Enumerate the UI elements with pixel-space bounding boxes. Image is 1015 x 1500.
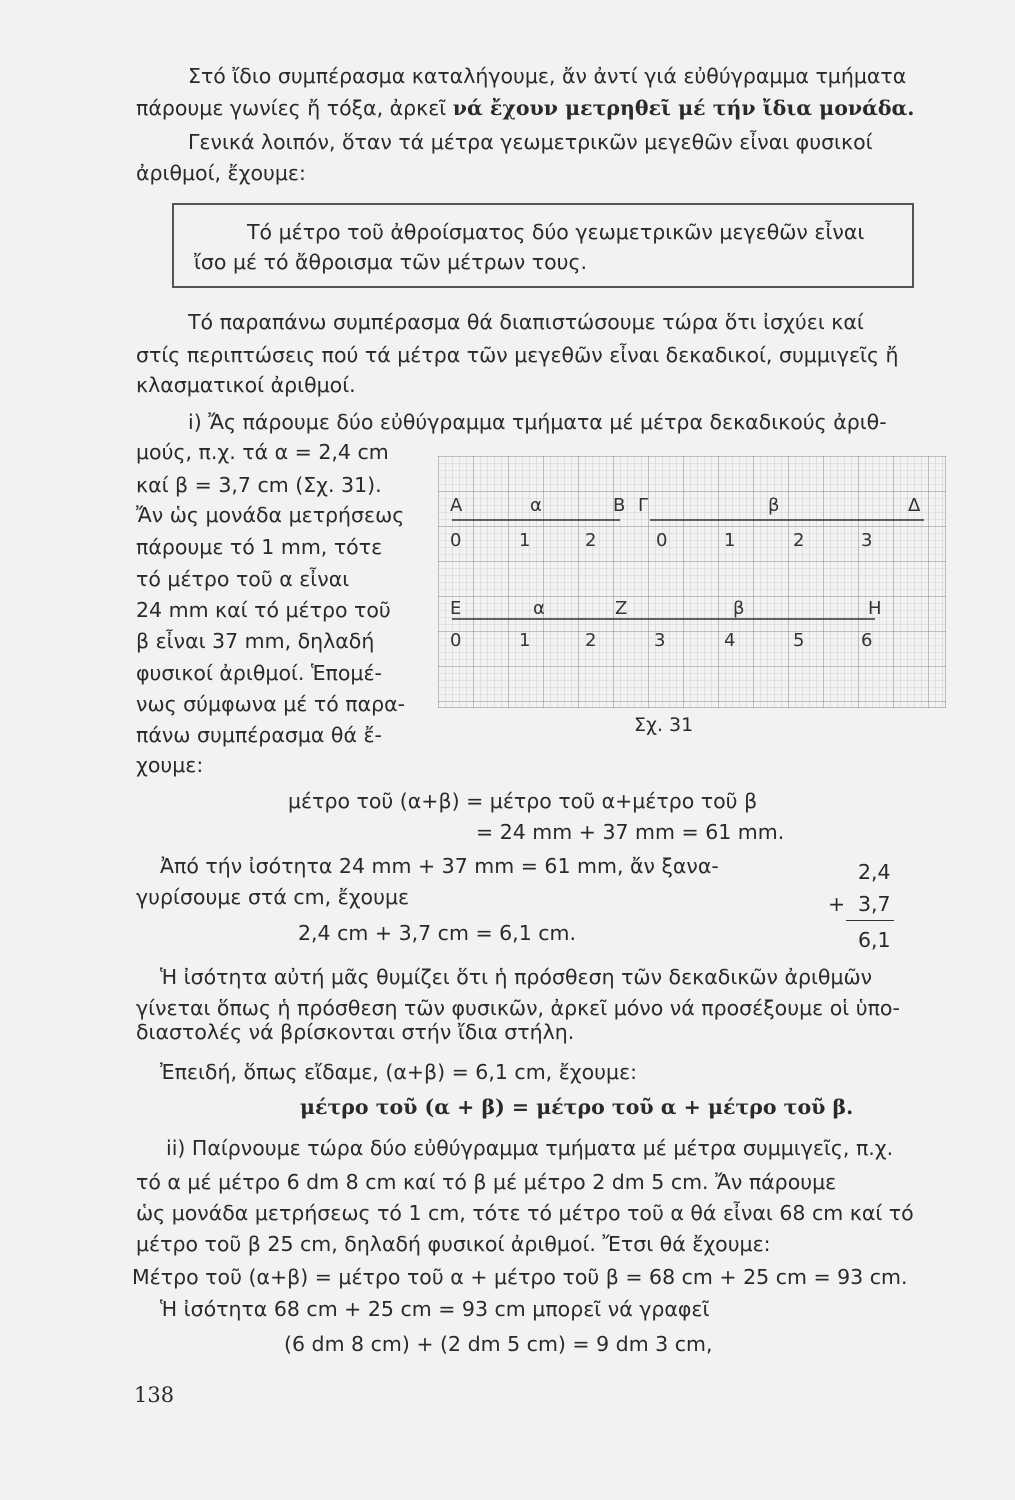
addend: 3,7 [858,892,891,916]
sum-rule [846,920,894,921]
text-line: Ἡ ἰσότητα 68 cm + 25 cm = 93 cm μπορεῖ νά γραφεῖ [160,1297,710,1321]
rule-box [172,203,914,288]
text-line: ὡς μονάδα μετρήσεως τό 1 cm, τότε τό μέτρο τοῦ α θά εἶναι 68 cm καί τό [136,1201,914,1225]
text-line: νως σύμφωνα μέ τό παρα- [136,692,406,716]
text-line: ii) Παίρνουμε τώρα δύο εὐθύγραμμα τμήματα μέ μέτρα συμμιγεῖς, π.χ. [166,1136,894,1160]
point-label: Β [613,495,626,516]
segment-label: β [768,495,780,516]
tick-number: 0 [450,530,462,551]
tick-number: 1 [724,530,736,551]
tick-number: 2 [793,530,805,551]
text-line [136,98,914,119]
segment-label: α [530,495,542,516]
text-line: Ἡ ἰσότητα αὐτή μᾶς θυμίζει ὅτι ἡ πρόσθεση τῶν δεκαδικῶν ἀριθμῶν [160,965,873,989]
point-label: Δ [908,495,921,516]
point-label: Η [868,598,882,619]
text-line: στίς περιπτώσεις πού τά μέτρα τῶν μεγεθῶν εἶναι δεκαδικοί, συμμιγεῖς ἤ [136,343,899,367]
text-line: 24 mm καί τό μέτρο τοῦ [136,598,391,622]
text-line: Γενικά λοιπόν, ὅταν τά μέτρα γεωμετρικῶν μεγεθῶν εἶναι φυσικοί [188,130,873,154]
addend: 2,4 [858,860,891,884]
point-label: Ε [450,598,462,619]
bold-emphasis: νά ἔχουν μετρηθεῖ μέ τήν ἴδια μονάδα. [452,96,915,120]
tick-number: 4 [724,630,736,651]
text-line: Ἐπειδή, ὅπως εἴδαμε, (α+β) = 6,1 cm, ἔχουμε: [160,1060,638,1084]
text-line: γυρίσουμε στά cm, ἔχουμε [136,885,410,909]
tick-number: 2 [585,530,597,551]
equation: (6 dm 8 cm) + (2 dm 5 cm) = 9 dm 3 cm, [284,1332,713,1356]
text-line: γίνεται ὅπως ἡ πρόσθεση τῶν φυσικῶν, ἀρκεῖ μόνο νά προσέξουμε οἱ ὑπο- [136,996,900,1020]
text-line: Ἀπό τήν ἰσότητα 24 mm + 37 mm = 61 mm, ἄν ξανα- [160,854,719,878]
rule-text: Τό μέτρο τοῦ ἀθροίσματος δύο γεωμετρικῶν μεγεθῶν εἶναι [247,220,865,244]
bold-equation: μέτρο τοῦ (α + β) = μέτρο τοῦ α + μέτρο τοῦ β. [300,1095,854,1119]
plus-sign: + [828,892,846,916]
tick-number: 0 [656,530,668,551]
text-line: ἀριθμοί, ἔχουμε: [136,161,306,185]
equation: = 24 mm + 37 mm = 61 mm. [476,820,785,844]
text-line: τό α μέ μέτρο 6 dm 8 cm καί τό β μέ μέτρο 2 dm 5 cm. Ἄν πάρουμε [136,1170,837,1194]
tick-number: 0 [450,630,462,651]
text-line: Στό ἴδιο συμπέρασμα καταλήγουμε, ἄν ἀντί γιά εὐθύγραμμα τμήματα [188,64,907,88]
text-line: διαστολές νά βρίσκονται στήν ἴδια στήλη. [136,1020,575,1044]
text-line: φυσικοί ἀριθμοί. Ἑπομέ- [136,661,382,685]
sum: 6,1 [858,928,891,952]
tick-number: 3 [861,530,873,551]
point-label: Ζ [615,598,628,619]
equation: 2,4 cm + 3,7 cm = 6,1 cm. [298,921,577,945]
tick-number: 2 [585,630,597,651]
point-label: Α [450,495,463,516]
page-number: 138 [134,1383,175,1407]
segment-label: α [533,598,545,619]
point-label: Γ [638,495,649,516]
figure-caption: Σχ. 31 [634,714,694,736]
figure-31 [438,456,946,713]
text-line: μέτρο τοῦ β 25 cm, δηλαδή φυσικοί ἀριθμοί. Ἔτσι θά ἔχουμε: [136,1232,771,1256]
text-line: i) Ἄς πάρουμε δύο εὐθύγραμμα τμήματα μέ μέτρα δεκαδικούς ἀριθ- [188,410,887,434]
tick-number: 1 [519,530,531,551]
text-span: πάρουμε γωνίες ἤ τόξα, ἀρκεῖ [136,96,447,120]
text-line: Ἄν ὡς μονάδα μετρήσεως [136,503,405,527]
equation: Μέτρο τοῦ (α+β) = μέτρο τοῦ α + μέτρο τοῦ β = 68 cm + 25 cm = 93 cm. [132,1265,908,1289]
text-line: καί β = 3,7 cm (Σχ. 31). [136,473,382,497]
tick-number: 1 [519,630,531,651]
tick-number: 3 [654,630,666,651]
text-line: πάνω συμπέρασμα θά ἔ- [136,723,382,747]
tick-number: 5 [793,630,805,651]
text-line: τό μέτρο τοῦ α εἶναι [136,567,350,591]
equation: μέτρο τοῦ (α+β) = μέτρο τοῦ α+μέτρο τοῦ β [288,789,758,813]
text-line: πάρουμε τό 1 mm, τότε [136,535,383,559]
graph-paper [438,456,946,708]
text-line: Τό παραπάνω συμπέρασμα θά διαπιστώσουμε τώρα ὅτι ἰσχύει καί [188,310,864,334]
segment-label: β [733,598,745,619]
text-line: μούς, π.χ. τά α = 2,4 cm [136,440,389,464]
text-line: β εἶναι 37 mm, δηλαδή [136,629,375,653]
tick-number: 6 [861,630,873,651]
text-line: χουμε: [136,753,204,777]
rule-text: ἴσο μέ τό ἄθροισμα τῶν μέτρων τους. [194,250,588,274]
text-line: κλασματικοί ἀριθμοί. [136,373,356,397]
